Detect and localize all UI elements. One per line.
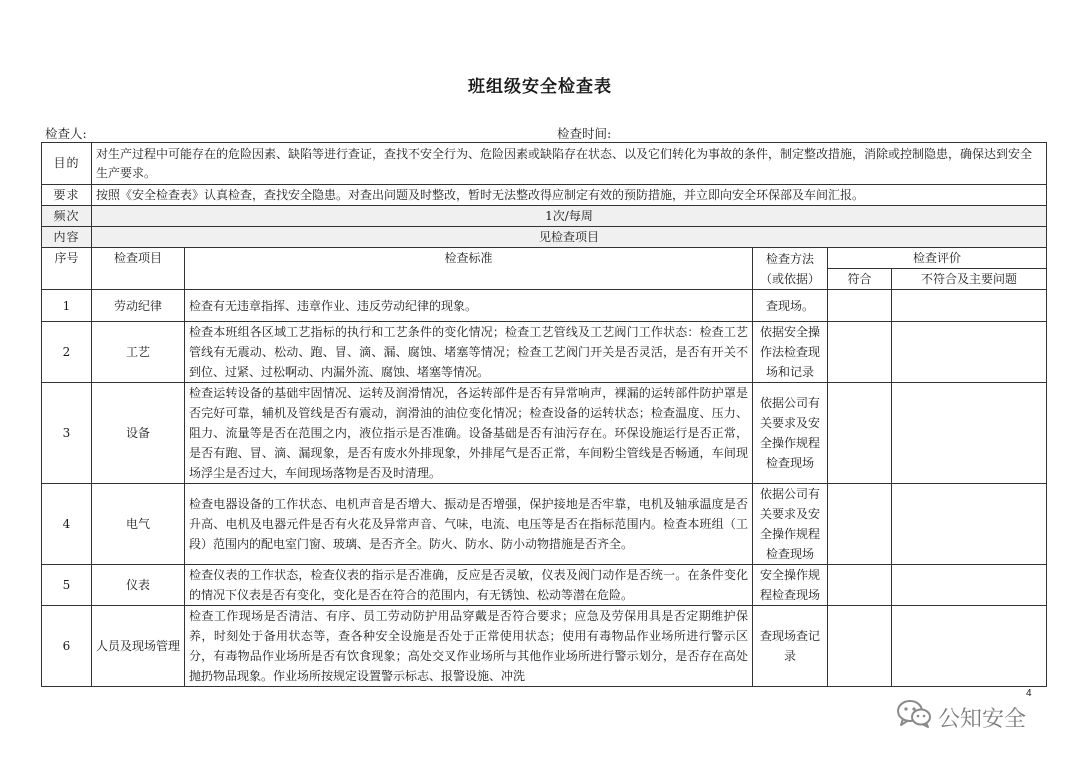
row-method: 查现场。 xyxy=(753,290,828,322)
header-item: 检查项目 xyxy=(92,248,185,290)
requirement-row xyxy=(42,185,1047,206)
frequency-row xyxy=(42,206,1047,227)
row-pass-cell[interactable] xyxy=(828,484,892,565)
row-no: 5 xyxy=(42,565,92,606)
row-method: 依据公司有关要求及安全操作规程检查现场 xyxy=(753,484,828,565)
row-standard: 检查本班组各区域工艺指标的执行和工艺条件的变化情况；检查工艺管线及工艺阀门工作状态：检查工艺管线有无震动、松动、跑、冒、滴、漏、腐蚀、堵塞等情况；检查工艺阀门开关是否灵活，是否有开关不到位、过紧、过松啊动、内漏外流、腐蚀、堵塞等情况。 xyxy=(185,322,753,383)
row-item: 设备 xyxy=(92,383,185,484)
row-no: 1 xyxy=(42,290,92,322)
row-item: 工艺 xyxy=(92,322,185,383)
safety-check-table xyxy=(41,142,1047,687)
row-pass-cell[interactable] xyxy=(828,606,892,687)
requirement-label: 要求 xyxy=(42,185,92,206)
purpose-row xyxy=(42,143,1047,185)
row-pass-cell[interactable] xyxy=(828,290,892,322)
table-row xyxy=(42,383,1047,484)
table-row xyxy=(42,565,1047,606)
header-no: 序号 xyxy=(42,248,92,290)
row-item: 人员及现场管理 xyxy=(92,606,185,687)
row-fail-cell[interactable] xyxy=(892,606,1047,687)
row-item: 仪表 xyxy=(92,565,185,606)
row-no: 2 xyxy=(42,322,92,383)
row-fail-cell[interactable] xyxy=(892,565,1047,606)
page-title: 班组级安全检查表 xyxy=(468,77,612,97)
row-standard: 检查仪表的工作状态，检查仪表的指示是否准确，反应是否灵敏，仪表及阀门动作是否统一。在条件变化的情况下仪表是否有变化，变化是否在符合的范围内，有无锈蚀、松动等潜在危险。 xyxy=(185,565,753,606)
requirement-text: 按照《安全检查表》认真检查，查找安全隐患。对查出问题及时整改，暂时无法整改得应制定有效的预防措施，并立即向安全环保部及车间汇报。 xyxy=(92,185,1047,206)
page-number: 4 xyxy=(1026,688,1032,699)
frequency-value: 1次/每周 xyxy=(92,206,1047,227)
inspect-time-label: 检查时间: xyxy=(557,126,612,141)
row-item: 劳动纪律 xyxy=(92,290,185,322)
frequency-label: 频次 xyxy=(42,206,92,227)
row-method: 依据公司有关要求及安全操作规程检查现场 xyxy=(753,383,828,484)
row-standard: 检查工作现场是否清洁、有序、员工劳动防护用品穿戴是否符合要求；应急及劳保用具是否定期维护保养，时刻处于备用状态等，查各种安全设施是否处于正常使用状态；使用有毒物品作业场所进行警示区分，有毒物品作业场所是否有饮食现象；高处交叉作业场所与其他作业场所进行警示划分，是否存在高处抛扔物品现象。作业场所按规定设置警示标志、报警设施、冲洗 xyxy=(185,606,753,687)
table-row xyxy=(42,484,1047,565)
table-row xyxy=(42,290,1047,322)
row-fail-cell[interactable] xyxy=(892,322,1047,383)
row-pass-cell[interactable] xyxy=(828,565,892,606)
content-row xyxy=(42,227,1047,248)
row-item: 电气 xyxy=(92,484,185,565)
row-method: 依据安全操作法检查现场和记录 xyxy=(753,322,828,383)
row-pass-cell[interactable] xyxy=(828,322,892,383)
row-no: 6 xyxy=(42,606,92,687)
header-method: 检查方法（或依据） xyxy=(753,248,828,290)
row-method: 安全操作规程检查现场 xyxy=(753,565,828,606)
content-label: 内容 xyxy=(42,227,92,248)
table-header-row xyxy=(42,248,1047,269)
watermark xyxy=(896,700,1026,734)
content-value: 见检查项目 xyxy=(92,227,1047,248)
row-standard: 检查电器设备的工作状态、电机声音是否增大、振动是否增强，保护接地是否牢靠，电机及轴承温度是否升高、电机及电器元件是否有火花及异常声音、气味，电流、电压等是否在指标范围内。检查本班组（工段）范围内的配电室门窗、玻璃、是否齐全。防火、防水、防小动物措施是否齐全。 xyxy=(185,484,753,565)
row-method: 查现场查记录 xyxy=(753,606,828,687)
row-fail-cell[interactable] xyxy=(892,484,1047,565)
inspector-label: 检查人: xyxy=(45,126,87,141)
row-no: 4 xyxy=(42,484,92,565)
row-standard: 检查有无违章指挥、违章作业、违反劳动纪律的现象。 xyxy=(185,290,753,322)
row-no: 3 xyxy=(42,383,92,484)
header-pass: 符合 xyxy=(828,269,892,290)
meta-row xyxy=(41,124,1046,142)
watermark-text: 公知安全 xyxy=(938,706,1027,732)
row-fail-cell[interactable] xyxy=(892,383,1047,484)
header-evaluation: 检查评价 xyxy=(828,248,1047,269)
row-standard: 检查运转设备的基础牢固情况、运转及润滑情况，各运转部件是否有异常响声，裸漏的运转部件防护罩是否完好可靠，辅机及管线是否有震动，润滑油的油位变化情况；检查设备的运转状态；检查温度、压力、阻力、流量等是否在范围之内，液位指示是否准确。设备基础是否有油污存在。环保设施运行是否正常，是否有跑、冒、滴、漏现象，是否有废水外排现象，外排尾气是否正常，车间粉尘管线是否畅通，车间现场浮尘是否过大，车间现场落物是否及时清理。 xyxy=(185,383,753,484)
row-fail-cell[interactable] xyxy=(892,290,1047,322)
header-standard: 检查标准 xyxy=(185,248,753,290)
header-fail: 不符合及主要问题 xyxy=(892,269,1047,290)
wechat-icon xyxy=(896,699,938,735)
purpose-label: 目的 xyxy=(42,143,92,185)
table-row xyxy=(42,606,1047,687)
table-row xyxy=(42,322,1047,383)
row-pass-cell[interactable] xyxy=(828,383,892,484)
purpose-text: 对生产过程中可能存在的危险因素、缺陷等进行查证，查找不安全行为、危险因素或缺陷存在状态、以及它们转化为事故的条件，制定整改措施，消除或控制隐患，确保达到安全生产要求。 xyxy=(92,143,1047,185)
